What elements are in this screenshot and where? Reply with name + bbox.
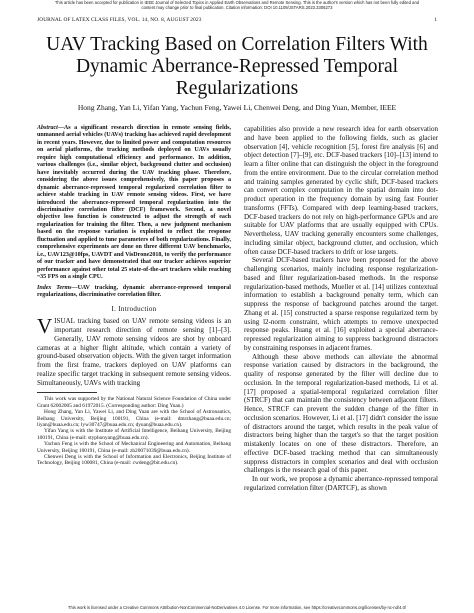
index-terms-text: —UAV tracking, dynamic aberrance-repressed temporal regularizations, discriminative correlation filter. [37, 284, 231, 298]
index-terms-lead: Index Terms [37, 284, 72, 291]
banner-line-2: content may change prior to final publication. Citation information: DOI 10.1109/JSTARS.2023.3306273 [141, 5, 333, 11]
footnote-funding: This work was supported by the National Natural Science Foundation of China under Grant 62002005 and 61972015. (Corresponding author: Ding Yuan.) [37, 396, 231, 409]
author-list: Hong Zhang, Yan Li, Yifan Yang, Yachun Feng, Yawei Li, Chenwei Deng, and Ding Yuan, Member, IEEE [77, 103, 397, 112]
body-paragraph: capabilities also provide a new research idea for earth observation and have been applied to the following fields, such as glacier observation [4], vehicle recognition [5], forest fire analysis [6] and object detection [7]–[9], etc. DCF-based trackers [10]–[13] intend to learn a filter online that can distinguish the object in the foreground from the entire environment. Due to the circular correlation method and training samples generated by cyclic shift, DCF-based trackers can convert complex computation in the spatial domain into dot-product operation in the frequency domain by using fast Fourier transforms (FFTs). Compared with deep learning-based trackers, DCF-based trackers do not rely on high-performance GPUs and are suitable for UAV platforms that are usually equipped with CPUs. Nevertheless, UAV tracking generally encounters some challenges, including similar object, background clutter, and occlusion, which often cause DCF-based trackers to drift or lose targets. [244, 125, 438, 256]
body-paragraph: Several DCF-based trackers have been proposed for the above challenging scenarios, mainly including response regularization-based and filter regularization-based methods. In the response regularization-based methods, Mueller et al. [14] utilizes contextual information to establish a background penalty term, which can suppress the response of background patches around the target. Zhang et al. [15] constructed a sparse response regularized term by using l2-norm constraint, which attempts to remove unexpected response peaks. Huang et al. [16] exploited a special aberrance-repressed regularization aiming to suppress background distractors by constraining responses in adjacent frames. [244, 256, 438, 352]
left-column [37, 125, 231, 467]
abstract-lead: Abstract [37, 125, 58, 131]
title-line-1: UAV Tracking Based on Correlation Filters With [46, 34, 428, 55]
title-line-3: Regularizations [175, 78, 299, 99]
footnote-affiliation: Hong Zhang, Yan Li, Yawei Li, and Ding Yuan are with the School of Astronautics, Beihang University, Beijing 100191, China (e-mail: dmrzhang@buaa.edu.cn; liyan@buaa.edu.cn; lyw30747@buaa.edu.cn; dyuan@buaa.edu.cn). [37, 409, 231, 429]
right-column [244, 125, 438, 493]
page-number: 1 [434, 17, 437, 23]
abstract [37, 125, 231, 282]
footnote-divider [37, 392, 97, 393]
index-terms [37, 285, 231, 300]
banner-line-1: This article has been accepted for publication in IEEE Journal of Selected Topics in Applied Earth Observations and Remote Sensing. This is the author's version which has not been fully edited and [54, 0, 420, 5]
body-paragraph: Although these above methods can alleviate the abnormal response variation caused by distractors in the background, the quality of response generated by the filter will decline due to occlusion. In the temporal regularization-based methods, Li et al. [17] proposed a spatial-temporal regularized correlation filter (STRCF) that can maintain the consistency between adjacent filters. Hence, STRCF can prevent the sudden change of the filter in occlusion scenarios. However, Li et al. [17] didn't consider the issue of distractors around the target, which results in the peak value of distractors being higher than the target's so that the target position mistakenly locates on one of these distractors. Therefore, an effective DCF-based tracking method that can simultaneously suppress distractors in complex scenarios and deal with occlusion challenges is the research goal of this paper. [244, 352, 438, 475]
drop-cap: V [37, 314, 53, 339]
publication-banner [0, 0, 474, 11]
footnote-affiliation: Yachun Feng is with the School of Mechanical Engineering and Automation, Beihang University, Beijing 100191, China (e-mail: zb20071039@buaa.edu.cn). [37, 441, 231, 454]
running-head: JOURNAL OF LATEX CLASS FILES, VOL. 14, NO. 8, AUGUST 2023 [37, 17, 202, 23]
paper-title [0, 34, 474, 100]
section-heading-introduction: I. Introduction [111, 305, 157, 314]
body-paragraph: In our work, we propose a dynamic aberrance-repressed temporal regularized correlation filter (DARTCF), as shown [244, 475, 438, 492]
abstract-text: —As a significant research direction in remote sensing fields, unmanned aerial vehicles (UAVs) tracking has achieved rapid development in recent years. However, due to limited power and computation resources on aerial platforms, the tracking methods deployed on UAVs usually require high computational efficiency and performance. In addition, various challenges (i.e., similar object, background clutter and occlusion) have inevitably occurred during the UAV tracking phase. Therefore, considering the above issues comprehensively, this paper proposes a dynamic aberrance-repressed temporal regularized correlation filter to achieve stable tracking in UAV remote sensing videos. First, we have introduced the aberrance-repressed temporal regularization into the discriminative correlation filter (DCF) framework. Second, a novel objective loss function is constructed to adjust the strength of each regularization for training the filter. Then, a new judgment mechanism based on the response variation is exploited to reflect the response fluctuation and applied to tune parameters of both regularizations. Finally, comprehensive experiments are done on three different UAV benchmarks, i.e., UAV123@10fps, UAVDT and VisDrone2018, to verify the performance of our tracker and have demonstrated that our tracker achieves superior performance against other total 25 state-of-the-art trackers while reaching ~35 FPS on a single CPU. [37, 125, 231, 281]
intro-paragraph [37, 314, 231, 387]
license-footer: This work is licensed under a Creative Commons Attribution-NonCommercial-NoDerivatives 4.0 License. For more information, see https://creativecommons.org/licenses/by-nc-nd/4.0/ [67, 605, 407, 610]
title-line-2: Dynamic Aberrance-Repressed Temporal [75, 56, 399, 77]
footnote-affiliation: Yifan Yang is with the Institute of Artificial Intelligence, Beihang University, Beijing 100191, China (e-mail: styphonyang@buaa.edu.cn). [37, 428, 231, 441]
intro-paragraph-text: ISUAL tracking based on UAV remote sensing videos is an important research direction of remote sensing [1]–[3]. Generally, UAV remote sensing videos are shot by onboard cameras at a higher flight altitude, which contain a variety of ground-based observation objects. With the given target information from the first frame, trackers deployed on UAV platforms can realize specific target tracking in subsequent remote sensing videos. Simultaneously, UAVs with tracking [37, 317, 231, 387]
footnote-affiliation: Chenwei Deng is with the School of Information and Electronics, Beijing Institute of Technology, Beijing 100081, China (e-mail: cwdeng@bit.edu.cn). [37, 454, 231, 467]
